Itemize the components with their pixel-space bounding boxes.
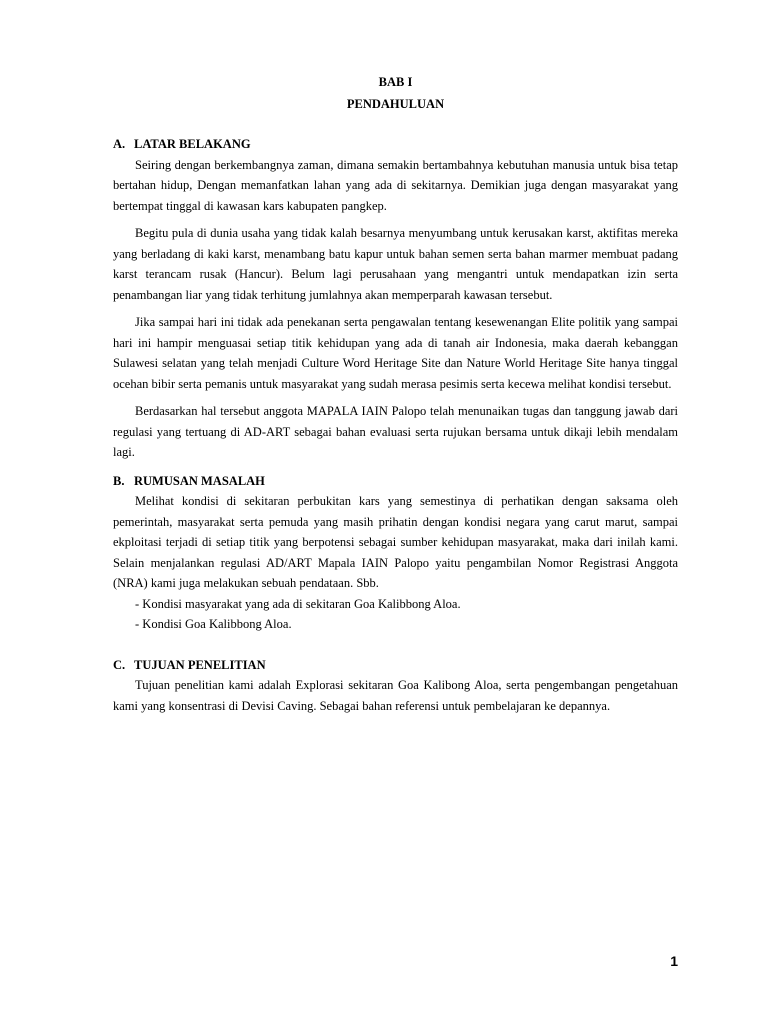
paragraph: Berdasarkan hal tersebut anggota MAPALA IAIN Palopo telah menunaikan tugas dan tanggung jawab dari regulasi yang tertuang di AD-ART sebagai bahan evaluasi serta rujukan bersama untuk dikaji lebih mendalam lagi. [113, 404, 678, 459]
section-heading-latar-belakang [113, 134, 678, 155]
page-content [113, 72, 678, 716]
paragraph: Melihat kondisi di sekitaran perbukitan kars yang semestinya di perhatikan dengan saksama oleh pemerintah, masyarakat serta pemuda yang masih prihatin dengan kondisi negara yang carut marut, sampai ekploitasi terjadi di setiap titik yang berpotensi sebagai sumber kehidupan masyarakat, maka dari inilah kami. Selain menjalankan regulasi AD/ART Mapala IAIN Palopo yaitu pengambilan Nomor Registrasi Anggota (NRA) kami juga melakukan sebuah pendataan. Sbb. [113, 494, 678, 590]
section-heading-tujuan-penelitian [113, 655, 678, 676]
section-letter: B. [113, 473, 125, 488]
list-item: - Kondisi Goa Kalibbong Aloa. [135, 617, 292, 631]
list-item: - Kondisi masyarakat yang ada di sekitaran Goa Kalibbong Aloa. [135, 596, 461, 611]
paragraph: Seiring dengan berkembangnya zaman, dimana semakin bertambahnya kebutuhan manusia untuk bisa tetap bertahan hidup, Dengan memanfatkan lahan yang ada di sekitarnya. Demikian juga dengan masyarakat yang bertempat tinggal di kawasan kars kabupaten pangkep. [113, 157, 678, 213]
section-title: TUJUAN PENELITIAN [134, 657, 266, 672]
spacer [113, 305, 678, 312]
paragraph: Jika sampai hari ini tidak ada penekanan serta pengawalan tentang kesewenangan Elite politik yang sampai hari ini hampir menguasai setiap titik kehidupan yang ada di tanah air Indonesia, maka daerah kebanggan Sulawesi selatan yang telah menjadi Culture Word Heritage Site dan Nature World Heritage Site hanya tinggal ocehan bibir serta pemanis untuk masyarakat yang sudah merasa pesimis serta kecewa melihat kondisi tersebut. [113, 315, 678, 391]
paragraph: Tujuan penelitian kami adalah Explorasi sekitaran Goa Kalibong Aloa, serta pengembangan pengetahuan kami yang konsentrasi di Devisi Caving. Sebagai bahan referensi untuk pembelajaran ke depannya. [113, 678, 678, 713]
spacer [113, 216, 678, 223]
section-heading-rumusan-masalah [113, 471, 678, 492]
spacer [113, 394, 678, 401]
section-title: RUMUSAN MASALAH [134, 473, 265, 488]
paragraph: Begitu pula di dunia usaha yang tidak kalah besarnya menyumbang untuk kerusakan karst, aktifitas mereka yang berladang di kaki karst, menambang batu kapur untuk bahan semen serta bahan marmer membuat padang karst terancam rusak (Hancur). Belum lagi perusahaan yang mengantri untuk mendapatkan izin serta penambangan liar yang tidak terhitung jumlahnya akan memperparah kawasan tersebut. [113, 226, 678, 302]
section-letter: A. [113, 137, 126, 151]
page-number: 1 [670, 953, 678, 969]
section-letter: C. [113, 657, 126, 672]
chapter-title: PENDAHULUAN [346, 97, 445, 111]
spacer [113, 635, 678, 655]
chapter-number: BAB I [378, 75, 413, 89]
spacer [113, 114, 678, 134]
section-title: LATAR BELAKANG [134, 137, 251, 151]
spacer [113, 463, 678, 471]
